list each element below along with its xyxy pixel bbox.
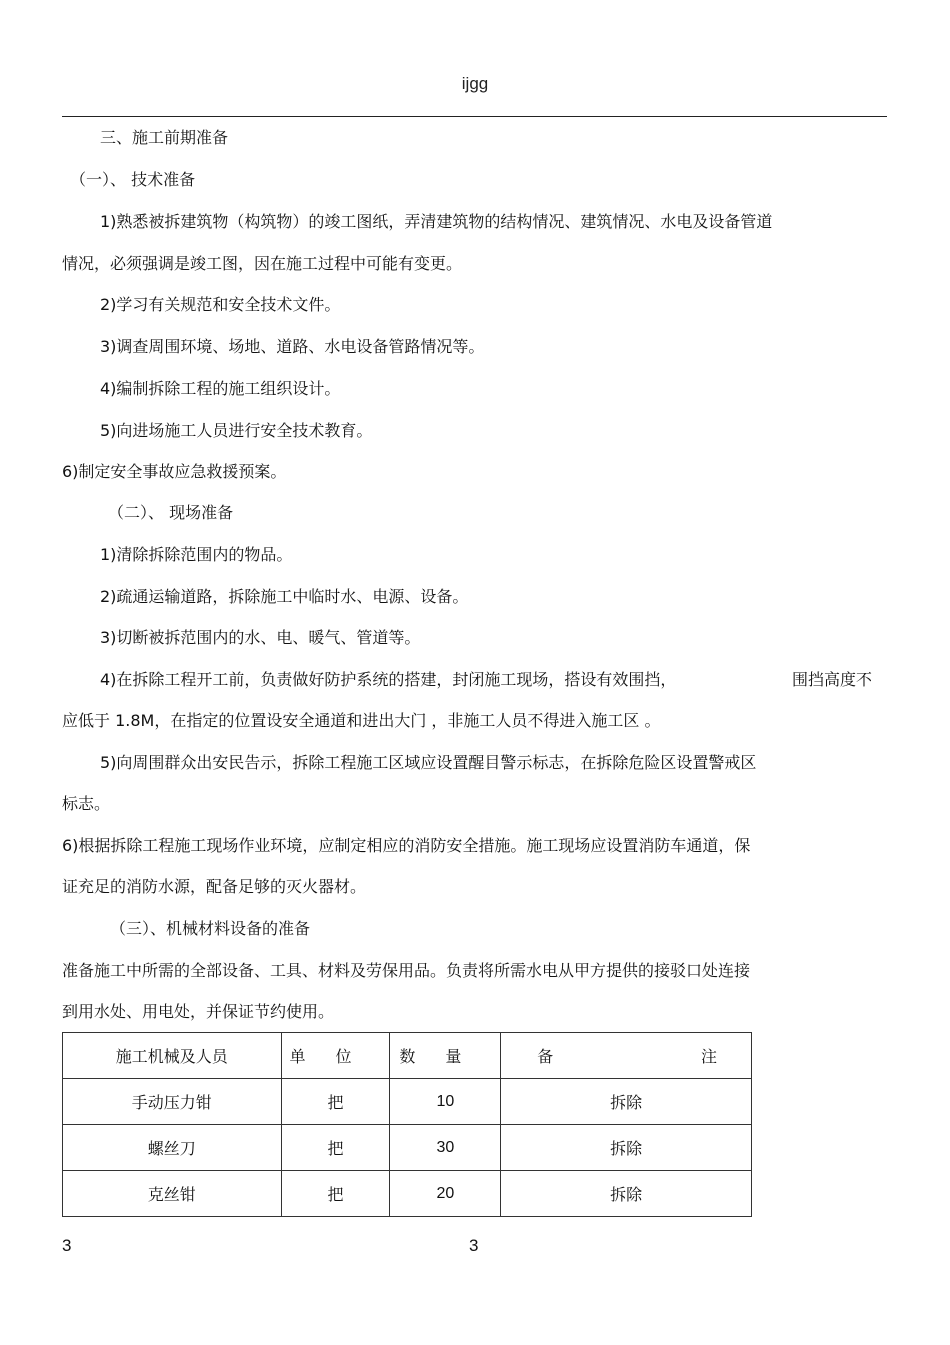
machinery-heading: （三）、机械材料设备的准备: [110, 919, 311, 938]
site-item-6-line-1: 6)根据拆除工程施工现场作业环境，应制定相应的消防安全措施。施工现场应设置消防车通道，保: [62, 836, 751, 855]
header-divider: [62, 116, 887, 117]
tech-item-4: 4)编制拆除工程的施工组织设计。: [100, 379, 341, 398]
table-header-row: [63, 1033, 752, 1079]
table-row: [63, 1079, 752, 1125]
header-cell-unit: 单位: [281, 1033, 390, 1079]
cell-remark: 拆除: [501, 1125, 752, 1171]
cell-unit: 把: [281, 1171, 390, 1217]
header-cell-equipment: 施工机械及人员: [63, 1033, 282, 1079]
site-item-5-line-2: 标志。: [62, 794, 111, 813]
header-cell-quantity: 数量: [390, 1033, 501, 1079]
site-item-5-line-1: 5)向周围群众出安民告示，拆除工程施工区域应设置醒目警示标志，在拆除危险区设置警戒区: [100, 753, 757, 772]
machinery-para-line-2: 到用水处、用电处，并保证节约使用。: [62, 1002, 335, 1021]
machinery-para-line-1: 准备施工中所需的全部设备、工具、材料及劳保用品。负责将所需水电从甲方提供的接驳口处连接: [62, 961, 751, 980]
cell-remark: 拆除: [501, 1079, 752, 1125]
site-item-2: 2)疏通运输道路，拆除施工中临时水、电源、设备。: [100, 587, 469, 606]
cell-quantity: 30: [390, 1125, 501, 1171]
footer-page-number-center: 3: [469, 1236, 479, 1255]
tech-item-6: 6)制定安全事故应急救援预案。: [62, 462, 287, 481]
site-item-4-line-1-tail: 围挡高度不: [792, 670, 873, 689]
page-header-title: ijgg: [461, 74, 489, 93]
site-prep-heading: （二）、 现场准备: [108, 503, 234, 522]
cell-unit: 把: [281, 1079, 390, 1125]
cell-unit: 把: [281, 1125, 390, 1171]
cell-remark: 拆除: [501, 1171, 752, 1217]
remark-header-left: 备: [537, 1047, 554, 1066]
cell-equipment: 克丝钳: [63, 1171, 282, 1217]
table-row: [63, 1171, 752, 1217]
tech-item-1-line-2: 情况，必须强调是竣工图，因在施工过程中可能有变更。: [62, 254, 463, 273]
footer-page-number-left: 3: [62, 1236, 72, 1255]
tech-prep-heading: （一）、 技术准备: [70, 170, 196, 189]
remark-header-right: 注: [700, 1047, 717, 1066]
tech-item-1-line-1: 1)熟悉被拆建筑物（构筑物）的竣工图纸，弄清建筑物的结构情况、建筑情况、水电及设备管道: [100, 212, 773, 231]
site-item-4-line-2: 应低于 1.8M，在指定的位置设安全通道和进出大门 ，非施工人员不得进入施工区 。: [62, 711, 661, 730]
site-item-3: 3)切断被拆范围内的水、电、暖气、管道等。: [100, 628, 421, 647]
cell-quantity: 20: [390, 1171, 501, 1217]
site-item-4-line-1: 4)在拆除工程开工前，负责做好防护系统的搭建，封闭施工现场，搭设有效围挡，: [100, 670, 677, 689]
cell-quantity: 10: [390, 1079, 501, 1125]
section-title: 三、施工前期准备: [100, 128, 229, 147]
header-cell-remark: [501, 1033, 752, 1079]
site-item-6-line-2: 证充足的消防水源，配备足够的灭火器材。: [62, 877, 367, 896]
tech-item-3: 3)调查周围环境、场地、道路、水电设备管路情况等。: [100, 337, 485, 356]
table-row: [63, 1125, 752, 1171]
tech-item-5: 5)向进场施工人员进行安全技术教育。: [100, 421, 373, 440]
site-item-1: 1)清除拆除范围内的物品。: [100, 545, 293, 564]
cell-equipment: 螺丝刀: [63, 1125, 282, 1171]
cell-equipment: 手动压力钳: [63, 1079, 282, 1125]
tech-item-2: 2)学习有关规范和安全技术文件。: [100, 295, 341, 314]
equipment-table: [62, 1032, 752, 1217]
